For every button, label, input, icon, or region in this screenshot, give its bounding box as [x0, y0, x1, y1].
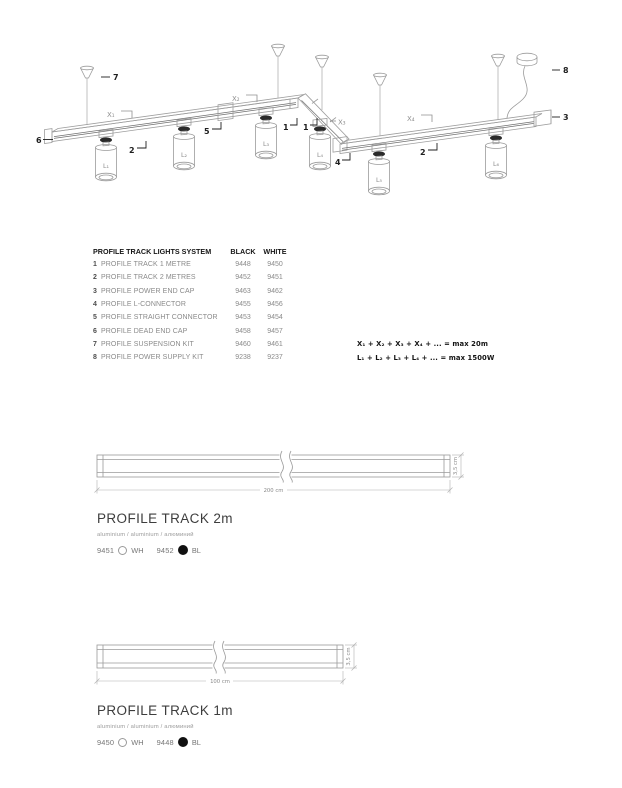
spot-lamps: [96, 108, 507, 195]
table-row: [93, 271, 293, 284]
variant-code-bl: 9452: [156, 545, 174, 555]
length-label-1m: 100 cm: [210, 679, 230, 685]
table-row: [93, 298, 293, 311]
callout-1a: 1: [283, 123, 289, 132]
column-white: WHITE: [263, 247, 287, 256]
row-black-code: 9455: [235, 301, 251, 309]
table-title: PROFILE TRACK LIGHTS SYSTEM: [93, 247, 212, 256]
spec-table-header: [93, 245, 293, 258]
callout-2-right: 2: [420, 148, 426, 157]
white-variant-swatch-icon: [118, 738, 127, 747]
variant-finish-bl: BL: [191, 737, 201, 747]
lamp-label-l4: L₄: [316, 152, 324, 159]
row-white-code: 9450: [267, 261, 283, 269]
callout-1b: 1: [303, 123, 309, 132]
product-materials-2m: aluminium / aluminium / алюминий: [97, 532, 194, 538]
lamp-label-l2: L₂: [180, 152, 188, 159]
power-supply-icon: [507, 53, 537, 118]
lamp-label-l1: L₁: [102, 163, 110, 170]
row-name: PROFILE TRACK 1 METRE: [101, 261, 191, 269]
product-title-1m: PROFILE TRACK 1m: [97, 703, 233, 718]
lamp-l1: [96, 130, 117, 181]
product-track-2m: [97, 511, 233, 555]
row-name: PROFILE POWER SUPPLY KIT: [101, 354, 204, 362]
table-row: [93, 351, 293, 364]
row-num: 7: [93, 340, 97, 348]
white-variant-swatch-icon: [118, 546, 127, 555]
black-variant-swatch-icon: [178, 737, 188, 747]
table-row: [93, 258, 293, 271]
row-white-code: 9457: [267, 327, 283, 335]
product-variants-2m: [97, 545, 233, 555]
row-num: 4: [93, 301, 97, 309]
table-row: [93, 338, 293, 351]
track-rails: [45, 94, 552, 154]
variant-code-wh: 9450: [97, 737, 115, 747]
row-white-code: 9461: [267, 340, 283, 348]
table-row: [93, 324, 293, 337]
lamp-label-l3: L₃: [262, 141, 270, 148]
spec-table: [93, 245, 293, 364]
track-2m-drawing: [0, 448, 622, 510]
lamp-l2: [174, 119, 195, 170]
lamp-l6: [486, 128, 507, 179]
formula-max-power: L₁ + L₂ + L₃ + L₄ + ... = max 1500W: [357, 354, 495, 362]
row-black-code: 9458: [235, 327, 251, 335]
row-white-code: 9451: [267, 274, 283, 282]
row-num: 1: [93, 261, 97, 269]
max-limits-formulas: [357, 337, 494, 365]
callout-6: 6: [36, 136, 42, 145]
row-num: 2: [93, 274, 97, 282]
row-name: PROFILE L-CONNECTOR: [101, 301, 187, 309]
height-label-2m: 3,5 cm: [453, 456, 459, 476]
suspension-cone-icons: [81, 44, 505, 85]
row-num: 8: [93, 354, 97, 362]
height-label-1m: 3,5 cm: [346, 647, 352, 666]
variant-finish-wh: WH: [131, 737, 144, 747]
row-num: 6: [93, 327, 97, 335]
callout-4: 4: [335, 158, 341, 167]
segment-label-x2: X₂: [232, 95, 240, 103]
table-row: [93, 311, 293, 324]
row-name: PROFILE STRAIGHT CONNECTOR: [101, 314, 218, 322]
product-title-2m: PROFILE TRACK 2m: [97, 511, 233, 526]
lamp-label-l5: L₅: [375, 177, 383, 184]
track-1m-drawing: [0, 638, 622, 700]
callout-5: 5: [204, 127, 210, 136]
row-name: PROFILE SUSPENSION KIT: [101, 340, 194, 348]
lamp-l3: [256, 108, 277, 159]
row-name: PROFILE DEAD END CAP: [101, 327, 188, 335]
segment-label-x3: X₃: [338, 118, 346, 127]
row-num: 5: [93, 314, 97, 322]
lamp-label-l6: L₆: [492, 161, 500, 168]
row-white-code: 9237: [267, 354, 283, 362]
product-variants-1m: [97, 737, 233, 747]
row-black-code: 9460: [235, 340, 251, 348]
callout-8: 8: [563, 66, 569, 75]
row-name: PROFILE TRACK 2 METRES: [101, 274, 196, 282]
segment-label-x4: X₄: [407, 115, 415, 123]
lamp-l5: [369, 144, 390, 195]
numbered-callouts: [36, 66, 569, 167]
row-black-code: 9238: [235, 354, 251, 362]
table-row: [93, 285, 293, 298]
formula-max-length: X₁ + X₂ + X₃ + X₄ + ... = max 20m: [357, 340, 489, 348]
row-white-code: 9456: [267, 301, 283, 309]
row-black-code: 9453: [235, 314, 251, 322]
variant-finish-bl: BL: [191, 545, 201, 555]
column-black: BLACK: [230, 247, 256, 256]
row-black-code: 9463: [235, 287, 251, 295]
product-track-1m: [97, 703, 233, 747]
length-label-2m: 200 cm: [263, 488, 284, 494]
row-num: 3: [93, 287, 97, 295]
segment-labels: [107, 95, 432, 127]
power-cable: [507, 66, 527, 118]
variant-code-bl: 9448: [156, 737, 174, 747]
product-materials-1m: aluminium / aluminium / алюминий: [97, 724, 194, 730]
variant-code-wh: 9451: [97, 545, 115, 555]
row-name: PROFILE POWER END CAP: [101, 287, 195, 295]
row-black-code: 9448: [235, 261, 251, 269]
black-variant-swatch-icon: [178, 545, 188, 555]
callout-7: 7: [113, 73, 119, 82]
row-black-code: 9452: [235, 274, 251, 282]
track-system-illustration: [0, 0, 622, 235]
row-white-code: 9462: [267, 287, 283, 295]
segment-label-x1: X₁: [107, 111, 115, 119]
callout-2-left: 2: [129, 146, 135, 155]
callout-3: 3: [563, 113, 569, 122]
row-white-code: 9454: [267, 314, 283, 322]
variant-finish-wh: WH: [131, 545, 144, 555]
